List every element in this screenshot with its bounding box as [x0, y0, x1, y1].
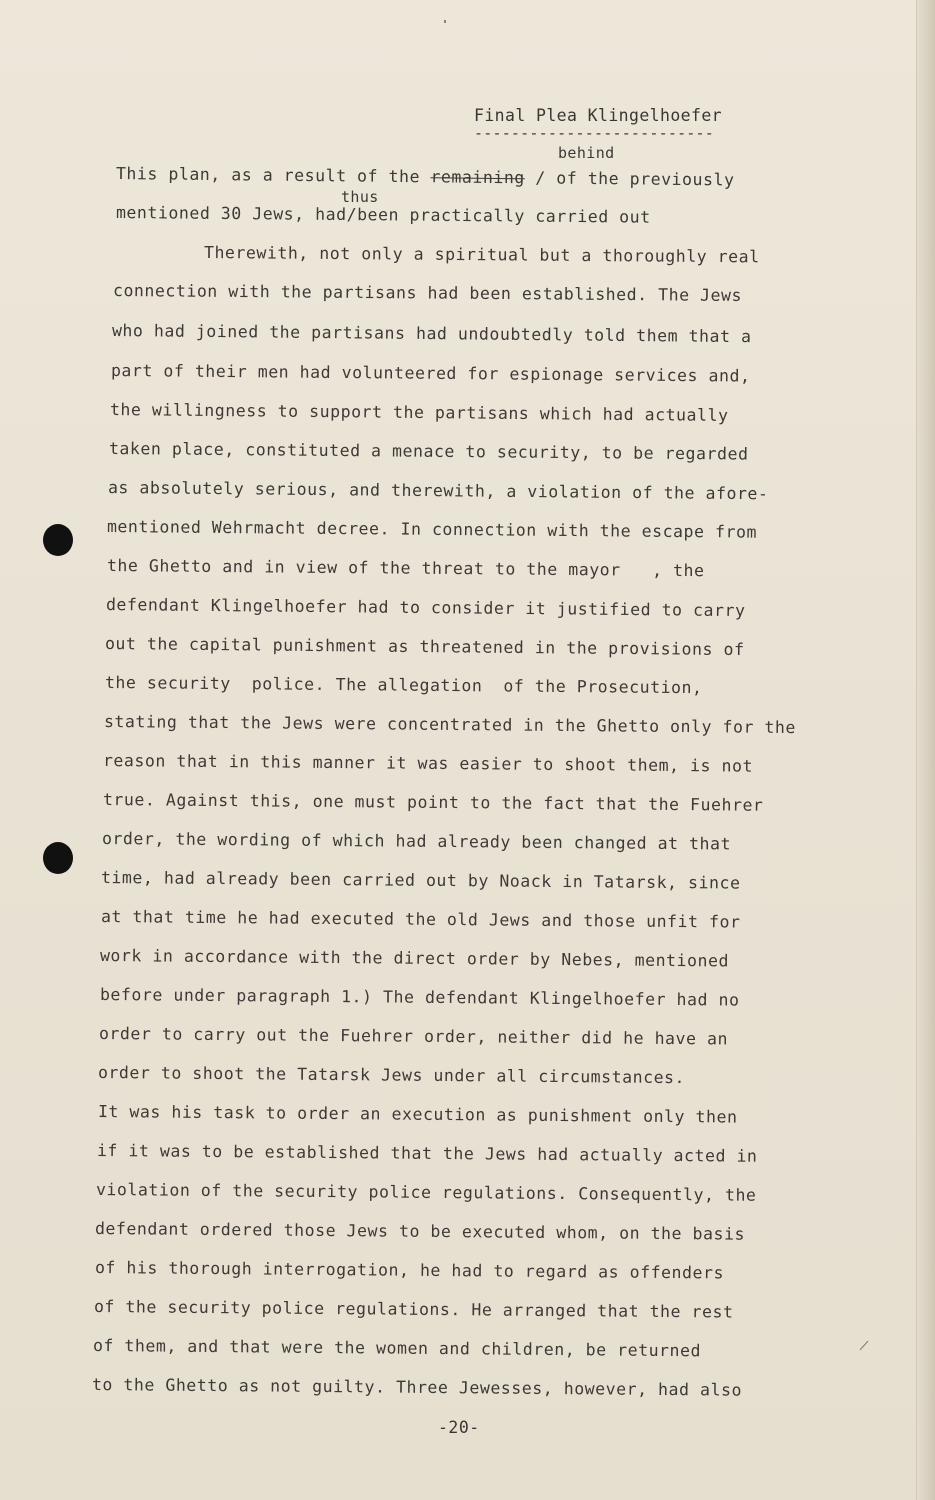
text-line-22: before under paragraph 1.) The defendant Klingelhoefer had no — [99, 985, 740, 1010]
text-line-12: defendant Klingelhoefer had to consider it justified to carry — [105, 595, 746, 621]
text-line-14: the security police. The allegation of the Prosecution, — [104, 673, 703, 698]
text-line-04: connection with the partisans had been established. The Jews — [112, 281, 743, 305]
insertion-behind: behind — [558, 144, 615, 162]
punch-hole-lower — [43, 842, 73, 874]
text-line-26: if it was to be established that the Jews had actually acted in — [96, 1141, 758, 1166]
text-line-13: out the capital punishment as threatened in the provisions of — [104, 634, 745, 660]
insertion-thus: thus — [341, 188, 379, 206]
text-line-25: It was his task to order an execution as punishment only then — [97, 1102, 738, 1127]
page-edge-shadow — [916, 0, 935, 1500]
text-line-10: mentioned Wehrmacht decree. In connection with the escape from — [106, 517, 758, 542]
text-line-11: the Ghetto and in view of the threat to the mayor , the — [106, 556, 705, 581]
text-line-27: violation of the security police regulations. Consequently, the — [95, 1180, 757, 1205]
text-line-21: work in accordance with the direct order by Nebes, mentioned — [99, 946, 730, 971]
text-line-07: the willingness to support the partisans which had actually — [109, 400, 729, 425]
text-line-23: order to carry out the Fuehrer order, neither did he have an — [98, 1024, 729, 1049]
text-line-18: order, the wording of which had already been changed at that — [101, 829, 732, 854]
text-line-32: to the Ghetto as not guilty. Three Jewesses, however, had also — [91, 1375, 743, 1400]
text-line-31: of them, and that were the women and children, be returned — [92, 1336, 702, 1361]
text-line-15: stating that the Jews were concentrated in the Ghetto only for the — [103, 712, 796, 738]
text-line-28: defendant ordered those Jews to be executed whom, on the basis — [94, 1219, 746, 1244]
text-line-24: order to shoot the Tatarsk Jews under all circumstances. — [97, 1063, 686, 1088]
text-line-09: as absolutely serious, and therewith, a violation of the afore- — [107, 478, 769, 504]
text-line-08: taken place, constituted a menace to security, to be regarded — [108, 439, 749, 464]
text-line-29: of his thorough interrogation, he had to regard as offenders — [94, 1258, 725, 1283]
line-01-start: This plan, as a result of the — [115, 164, 431, 187]
line-01-end: / of the previously — [524, 168, 735, 190]
title-underline: -------------------------- — [474, 124, 714, 142]
document-title: Final Plea Klingelhoefer — [474, 106, 723, 125]
text-line-02: mentioned 30 Jews, had/been practically carried out — [115, 203, 651, 227]
paper-speck — [444, 20, 446, 23]
text-line-03: Therewith, not only a spiritual but a thoroughly real — [203, 243, 760, 267]
page-number: -20- — [438, 1418, 480, 1437]
text-line-16: reason that in this manner it was easier to shoot them, is not — [102, 751, 754, 776]
text-line-17: true. Against this, one must point to the fact that the Fuehrer — [102, 790, 764, 815]
text-line-05: who had joined the partisans had undoubtedly told them that a — [111, 321, 752, 347]
punch-hole-upper — [43, 524, 73, 556]
text-line-19: time, had already been carried out by Noack in Tatarsk, since — [100, 868, 741, 893]
text-line-20: at that time he had executed the old Jews and those unfit for — [100, 907, 741, 932]
text-line-06: part of their men had volunteered for espionage services and, — [110, 361, 751, 386]
struck-word-remaining: remaining — [430, 167, 525, 188]
text-line-30: of the security police regulations. He arranged that the rest — [93, 1297, 734, 1322]
margin-pencil-mark — [860, 1341, 869, 1351]
text-line-01 — [116, 164, 735, 189]
